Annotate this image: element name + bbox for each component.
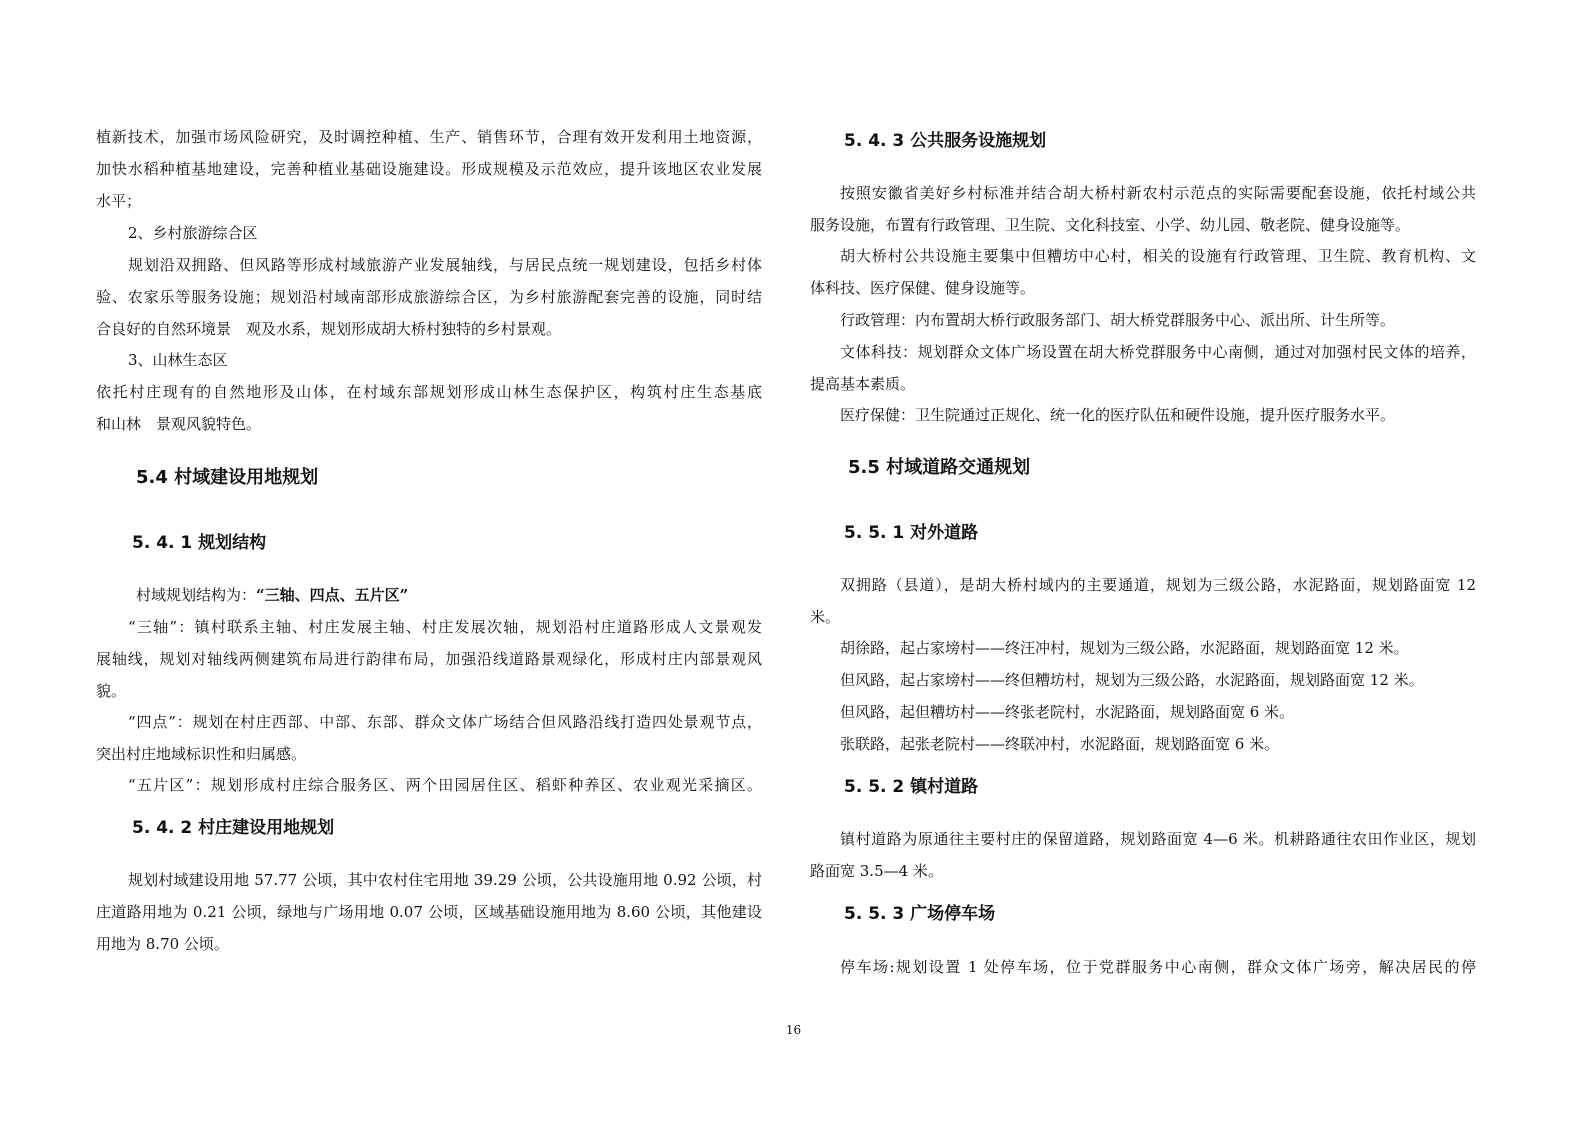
- forest-paragraph-line-2: 和山林 景观风貌特色。: [96, 415, 262, 433]
- sanzhou-line-3: 貌。: [96, 682, 127, 700]
- huxu-road-line: 胡徐路，起占家塝村——终汪冲村，规划为三级公路，水泥路面，规划路面宽 12 米。: [840, 639, 1409, 657]
- sidian-line-1: “四点”：规划在村庄西部、中部、东部、群众文体广场结合但风路沿线打造四处景观节点，: [128, 713, 762, 731]
- structure-prefix: 村域规划结构为：: [136, 586, 257, 604]
- section-5-4-heading: 5.4 村域建设用地规划: [136, 467, 319, 488]
- section-5-4-1-heading: 5. 4. 1 规划结构: [132, 533, 267, 553]
- village-road-line-2: 路面宽 3.5—4 米。: [810, 862, 943, 880]
- danfeng-road-line-2: 但风路，起但糟坊村——终张老院村，水泥路面，规划路面宽 6 米。: [840, 703, 1295, 721]
- section-5-4-3-heading: 5. 4. 3 公共服务设施规划: [844, 131, 1047, 151]
- page-number: 16: [785, 1023, 802, 1037]
- sidian-line-2: 突出村庄地域标识性和归属感。: [96, 745, 307, 763]
- land-line-1: 规划村域建设用地 57.77 公顷，其中农村住宅用地 39.29 公顷，公共设施用地 0.92 公顷，村: [128, 871, 762, 889]
- central-facility-line-1: 胡大桥村公共设施主要集中但糟坊中心村，相关的设施有行政管理、卫生院、教育机构、文: [840, 247, 1476, 265]
- land-line-3: 用地为 8.70 公顷。: [96, 935, 229, 953]
- section-5-5-heading: 5.5 村域道路交通规划: [848, 457, 1031, 478]
- zhanglian-road-line: 张联路，起张老院村——终联冲村，水泥路面，规划路面宽 6 米。: [840, 735, 1280, 753]
- structure-summary: [136, 585, 408, 605]
- tourism-paragraph-line-1: 规划沿双拥路、但风路等形成村域旅游产业发展轴线，与居民点统一规划建设，包括乡村体: [128, 256, 762, 274]
- danfeng-road-line-1: 但风路，起占家塝村——终但糟坊村，规划为三级公路，水泥路面，规划路面宽 12 米。: [840, 671, 1424, 689]
- culture-line-2: 提高基本素质。: [810, 375, 916, 393]
- sanzhou-line-2: 展轴线，规划对轴线两侧建筑布局进行韵律布局，加强沿线道路景观绿化，形成村庄内部景观风: [96, 650, 762, 668]
- land-line-2: 庄道路用地为 0.21 公顷，绿地与广场用地 0.07 公顷，区域基础设施用地为 8.60 公顷，其他建设: [96, 903, 762, 921]
- agri-paragraph-line-2: 加快水稻种植基地建设，完善种植业基础设施建设。形成规模及示范效应，提升该地区农业发展: [96, 160, 762, 178]
- agri-paragraph-line-1: 植新技术，加强市场风险研究，及时调控种植、生产、销售环节，合理有效开发利用土地资源，: [96, 128, 762, 146]
- shuangyong-line-1: 双拥路（县道），是胡大桥村域内的主要通道，规划为三级公路，水泥路面，规划路面宽 12: [840, 576, 1476, 594]
- item-forest-ecology-heading: 3、山林生态区: [128, 351, 228, 369]
- agri-paragraph-line-3: 水平；: [96, 192, 142, 210]
- culture-line-1: 文体科技：规划群众文体广场设置在胡大桥党群服务中心南侧，通过对加强村民文体的培养，: [840, 343, 1476, 361]
- tourism-paragraph-line-3: 合良好的自然环境景 观及水系，规划形成胡大桥村独特的乡村景观。: [96, 320, 562, 338]
- structure-bold: “三轴、四点、五片区”: [256, 586, 409, 604]
- parking-line: 停车场:规划设置 1 处停车场，位于党群服务中心南侧，群众文体广场旁，解决居民的停: [840, 958, 1476, 976]
- section-5-5-1-heading: 5. 5. 1 对外道路: [844, 523, 979, 543]
- wupian-line: “五片区”：规划形成村庄综合服务区、两个田园居住区、稻虾种养区、农业观光采摘区。: [128, 776, 762, 794]
- central-facility-line-2: 体科技、医疗保健、健身设施等。: [810, 279, 1036, 297]
- sanzhou-line-1: “三轴”：镇村联系主轴、村庄发展主轴、村庄发展次轴，规划沿村庄道路形成人文景观发: [128, 618, 762, 636]
- forest-paragraph-line-1: 依托村庄现有的自然地形及山体，在村域东部规划形成山林生态保护区，构筑村庄生态基底: [96, 383, 762, 401]
- medical-line: 医疗保健：卫生院通过正规化、统一化的医疗队伍和硬件设施，提升医疗服务水平。: [840, 406, 1396, 424]
- section-5-4-2-heading: 5. 4. 2 村庄建设用地规划: [132, 818, 335, 838]
- admin-line: 行政管理：内布置胡大桥行政服务部门、胡大桥党群服务中心、派出所、计生所等。: [840, 311, 1396, 329]
- shuangyong-line-2: 米。: [810, 608, 841, 626]
- public-facility-line-2: 服务设施，布置有行政管理、卫生院、文化科技室、小学、幼儿园、敬老院、健身设施等。: [810, 216, 1411, 234]
- public-facility-line-1: 按照安徽省美好乡村标准并结合胡大桥村新农村示范点的实际需要配套设施，依托村域公共: [840, 184, 1476, 202]
- section-5-5-2-heading: 5. 5. 2 镇村道路: [844, 777, 979, 797]
- tourism-paragraph-line-2: 验、农家乐等服务设施；规划沿村域南部形成旅游综合区，为乡村旅游配套完善的设施，同时结: [96, 288, 762, 306]
- village-road-line-1: 镇村道路为原通往主要村庄的保留道路，规划路面宽 4—6 米。机耕路通往农田作业区，规划: [840, 830, 1476, 848]
- section-5-5-3-heading: 5. 5. 3 广场停车场: [844, 904, 996, 924]
- item-rural-tourism-heading: 2、乡村旅游综合区: [128, 224, 258, 242]
